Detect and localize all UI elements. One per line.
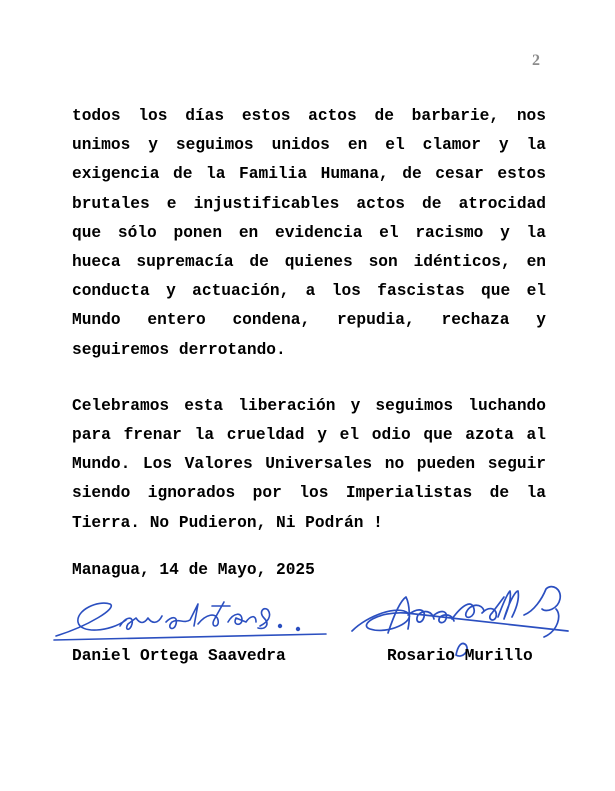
page-number: 2 xyxy=(532,52,540,69)
document-body xyxy=(72,102,546,538)
paragraph-2: Celebramos esta liberación y seguimos luchando para frenar la crueldad y el odio que azota al Mundo. Los Valores Universales no pueden seguir siendo ignorados por los Imperialistas de la Tierra. No Pudieron, Ni Podrán ! xyxy=(72,396,546,532)
paragraph-1: todos los días estos actos de barbarie, nos unimos y seguimos unidos en el clamor y la exigencia de la Familia Humana, de cesar estos brutales e injustificables actos de atrocidad que sólo ponen en evidencia el racismo y la hueca supremacía de quienes son idénticos, en conducta y actuación, a los fascistas que el Mundo entero condena, repudia, rechaza y seguiremos derrotando. xyxy=(72,107,546,359)
signatory-name-1: Daniel Ortega Saavedra xyxy=(72,647,286,665)
date-line: Managua, 14 de Mayo, 2025 xyxy=(72,561,315,579)
signature-daniel-ortega xyxy=(48,596,333,648)
paragraph-spacer xyxy=(72,365,546,392)
signatory-name-2: Rosario Murillo xyxy=(387,647,533,665)
